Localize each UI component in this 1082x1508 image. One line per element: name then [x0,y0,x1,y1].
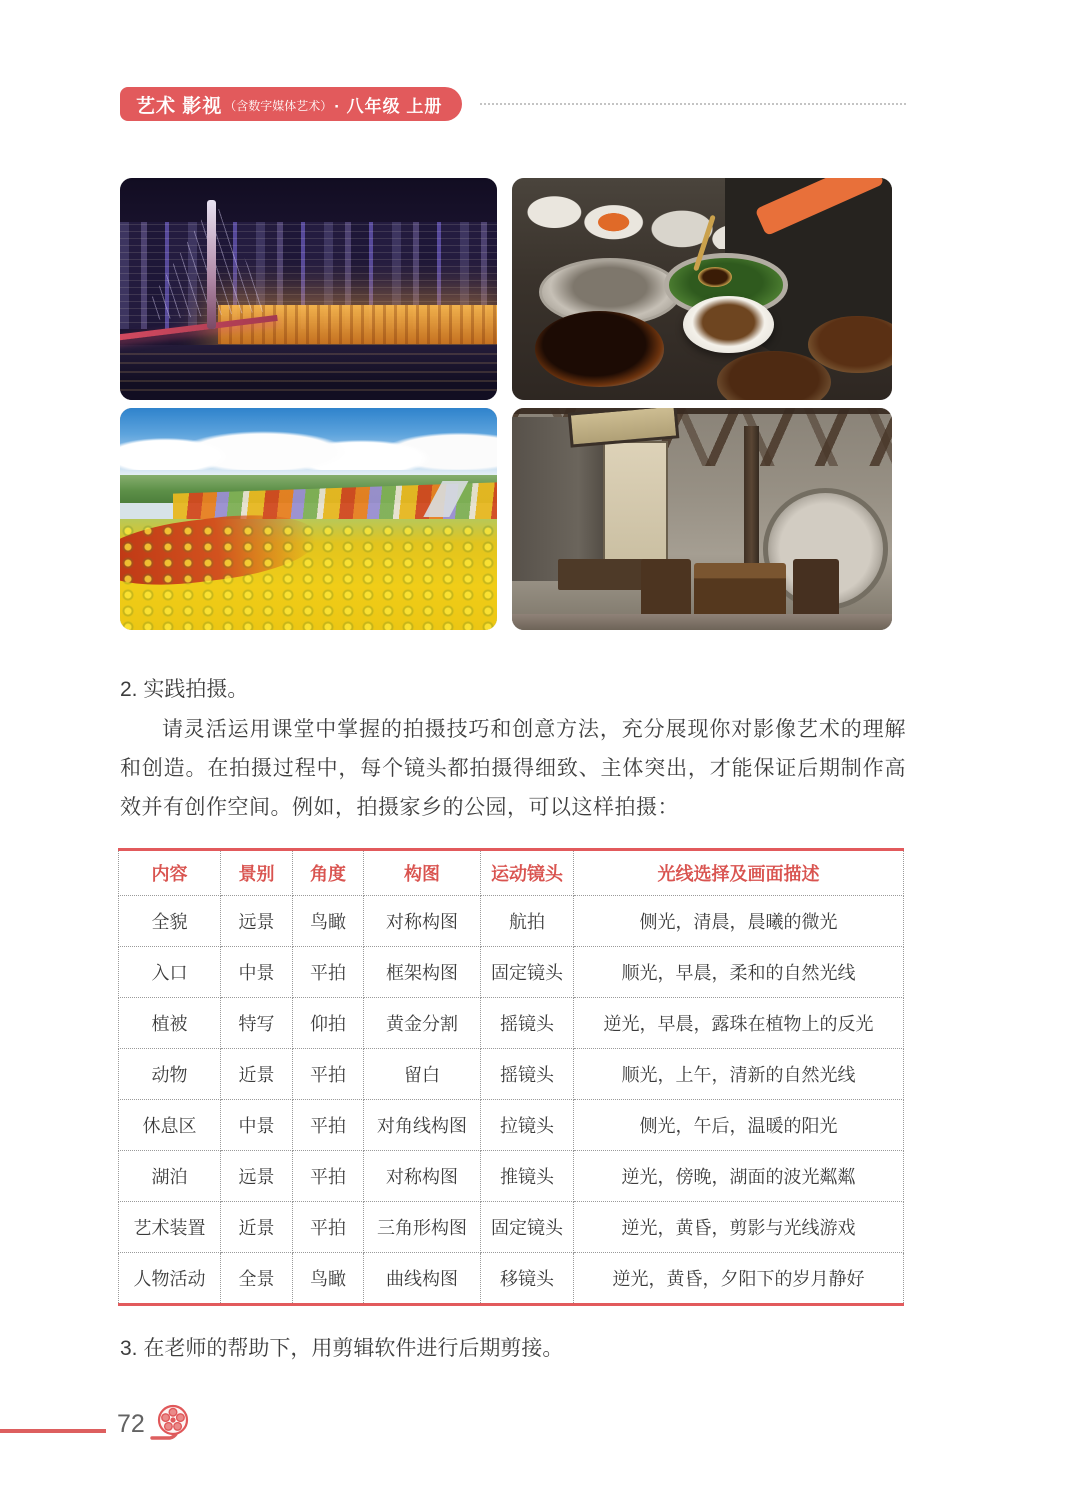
table-cell: 休息区 [119,1100,221,1151]
table-cell: 曲线构图 [364,1253,481,1305]
table-cell: 艺术装置 [119,1202,221,1253]
table-cell: 中景 [221,947,293,998]
table-row [119,1100,904,1151]
header-dotted-rule [480,103,906,105]
table-cell: 顺光，上午，清新的自然光线 [574,1049,904,1100]
table-cell: 固定镜头 [481,947,574,998]
ladle-cup-layer [698,267,732,287]
table-row [119,1151,904,1202]
table-cell: 全貌 [119,896,221,947]
table-cell: 近景 [221,1049,293,1100]
list-item-3-text: 3. 在老师的帮助下，用剪辑软件进行后期剪接。 [120,1337,564,1360]
floor-layer [512,614,892,630]
footer-rule [0,1429,106,1433]
table-cell: 人物活动 [119,1253,221,1305]
photo-traditional-study-room [512,408,892,630]
shot-table-head-row [119,850,904,896]
shot-table-header-cell: 构图 [364,850,481,896]
book-title-subtitle: （含数字媒体艺术） [224,98,333,113]
shot-plan-table-wrap [118,848,904,1306]
table-row [119,947,904,998]
table-cell: 对称构图 [364,1151,481,1202]
white-bowl-layer [683,296,774,354]
shot-plan-table [118,848,904,1306]
pillar-layer [744,426,759,586]
film-reel-icon [150,1402,194,1446]
shot-table-header-cell: 角度 [293,850,364,896]
table-cell: 逆光，傍晚，湖面的波光粼粼 [574,1151,904,1202]
table-cell: 植被 [119,998,221,1049]
chili-oil-bowl-layer [535,311,664,386]
reflection-layer [120,349,497,391]
photo-chongqing-night-cityscape [120,178,497,400]
table-row [119,896,904,947]
table-cell: 平拍 [293,1202,364,1253]
table-cell: 逆光，黄昏，夕阳下的岁月静好 [574,1253,904,1305]
list-item-2-heading: 2. 实践拍摄。 [120,678,249,701]
table-cell: 鸟瞰 [293,1253,364,1305]
table-row [119,998,904,1049]
table-cell: 仰拍 [293,998,364,1049]
table-cell: 逆光，早晨，露珠在植物上的反光 [574,998,904,1049]
table-row [119,1202,904,1253]
shot-table-header-cell: 内容 [119,850,221,896]
clouds-layer [120,430,497,470]
page-number: 72 [117,1410,145,1438]
table-cell: 三角形构图 [364,1202,481,1253]
table-cell: 湖泊 [119,1151,221,1202]
practice-paragraph: 请灵活运用课堂中掌握的拍摄技巧和创意方法，充分展现你对影像艺术的理解和创造。在拍摄过程中，每个镜头都拍摄得细致、主体突出，才能保证后期制作高效并有创作空间。例如，拍摄家乡的公园，可以这样拍摄： [120,718,906,819]
hanging-scroll-layer [603,441,668,565]
table-cell: 远景 [221,896,293,947]
table-cell: 摇镜头 [481,998,574,1049]
shot-table-header-cell: 运动镜头 [481,850,574,896]
table-cell: 近景 [221,1202,293,1253]
square-table-layer [694,563,785,621]
book-title-main: 艺术 影视 [136,95,223,117]
table-cell: 顺光，早晨，柔和的自然光线 [574,947,904,998]
table-cell: 侧光，清晨，晨曦的微光 [574,896,904,947]
table-row [119,1253,904,1305]
photo-street-food-stall [512,178,892,400]
book-title-grade: · 八年级 上册 [334,96,443,116]
table-cell: 对称构图 [364,896,481,947]
chair-2-layer [793,559,839,621]
flower-dots-layer [120,523,497,630]
table-cell: 留白 [364,1049,481,1100]
table-cell: 中景 [221,1100,293,1151]
table-cell: 拉镜头 [481,1100,574,1151]
table-cell: 移镜头 [481,1253,574,1305]
table-cell: 侧光，午后，温暖的阳光 [574,1100,904,1151]
table-cell: 平拍 [293,947,364,998]
table-cell: 动物 [119,1049,221,1100]
table-cell: 逆光，黄昏，剪影与光线游戏 [574,1202,904,1253]
table-cell: 框架构图 [364,947,481,998]
bridge-pylon-layer [207,200,216,329]
table-cell: 平拍 [293,1100,364,1151]
shot-table-body [119,896,904,1305]
photo-flower-fields [120,408,497,630]
table-cell: 特写 [221,998,293,1049]
photo-grid [120,178,892,630]
shot-table-header-cell: 光线选择及画面描述 [574,850,904,896]
table-cell: 全景 [221,1253,293,1305]
table-cell: 远景 [221,1151,293,1202]
book-title-badge [120,87,462,121]
table-cell: 黄金分割 [364,998,481,1049]
table-cell: 平拍 [293,1151,364,1202]
table-row [119,1049,904,1100]
page-header [120,87,906,121]
table-cell: 航拍 [481,896,574,947]
table-cell: 平拍 [293,1049,364,1100]
shot-table-header-cell: 景别 [221,850,293,896]
table-cell: 固定镜头 [481,1202,574,1253]
table-cell: 对角线构图 [364,1100,481,1151]
table-cell: 推镜头 [481,1151,574,1202]
table-cell: 摇镜头 [481,1049,574,1100]
table-cell: 鸟瞰 [293,896,364,947]
table-cell: 入口 [119,947,221,998]
bowl-row-layer [527,182,755,249]
